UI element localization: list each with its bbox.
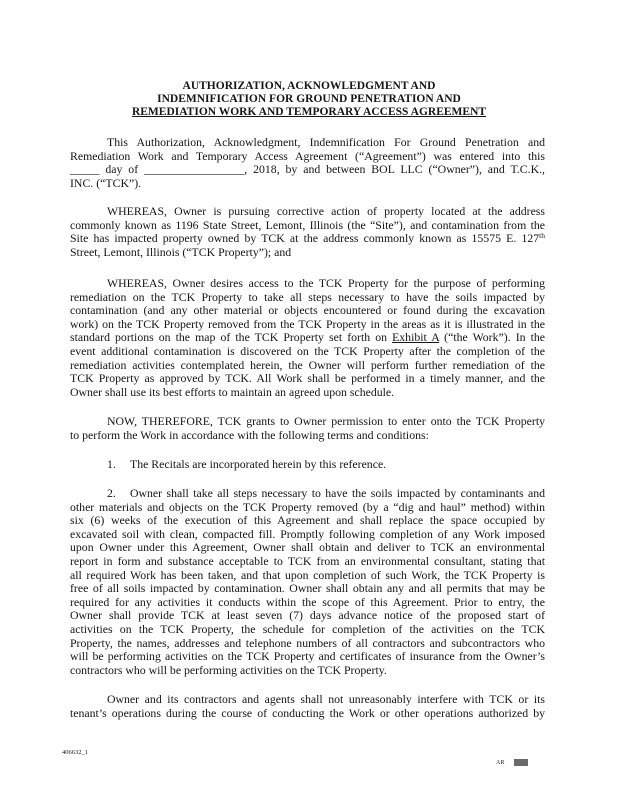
- item-2-line-3: six (6) weeks of the execution of this Agreement and shall replace the space occupied by: [70, 513, 545, 528]
- now-therefore-paragraph: [70, 415, 545, 442]
- item-2-line-8: free of all soils impacted by contamination. Owner shall obtain any and all permits that may be: [70, 581, 545, 596]
- intro-line-1: This Authorization, Acknowledgment, Indemnification For Ground Penetration and: [107, 135, 545, 149]
- whereas-1-line-1: WHEREAS, Owner is pursuing corrective action of property located at the address: [107, 204, 545, 218]
- interference-line-2: tenant’s operations during the course of conducting the Work or other operations authorized by: [70, 705, 545, 720]
- item-1-line-1: [70, 458, 545, 472]
- item-2-line-9: required for any activities it conducts within the scope of this Agreement. Prior to entry, the: [70, 594, 545, 609]
- whereas-2-line-7: remediation activities contemplated herein, the Owner will perform further remediation of the: [70, 357, 545, 372]
- item-2-line-1: [70, 487, 545, 501]
- item-2-line-4: excavated soil with clean, compacted fill. Promptly following completion of any Work imposed: [70, 526, 545, 541]
- interference-line-1: Owner and its contractors and agents shall not unreasonably interfere with TCK or its: [107, 692, 545, 706]
- document-number: 406632_1: [62, 749, 88, 756]
- interference-paragraph: [70, 693, 545, 720]
- title-line-1: AUTHORIZATION, ACKNOWLEDGMENT AND: [182, 80, 436, 92]
- whereas-2-line-4: work) on the TCK Property removed from the TCK Property in the areas as it is illustrated in the: [70, 316, 545, 331]
- item-1-number: 1.: [107, 457, 116, 471]
- numbered-item-2: [70, 487, 545, 677]
- intro-line-4: INC. (“TCK”).: [70, 175, 142, 190]
- whereas-2-line-9: Owner shall use its best efforts to maintain an agreed upon schedule.: [70, 384, 395, 399]
- item-2-line-1-text: Owner shall take all steps necessary to have the soils impacted by contaminants and: [130, 486, 545, 500]
- whereas-paragraph-2: [70, 277, 545, 399]
- whereas-2-line-3: contamination (and any other material or objects encountered or found during the excavation: [70, 303, 545, 318]
- whereas-paragraph-1: [70, 205, 545, 259]
- item-2-line-12: Property, the names, addresses and telephone numbers of all contractors and subcontractors who: [70, 635, 545, 650]
- intro-paragraph: [70, 136, 545, 190]
- title-line-2: INDEMNIFICATION FOR GROUND PENETRATION AND: [157, 93, 461, 105]
- whereas-2-line-1: WHEREAS, Owner desires access to the TCK Property for the purpose of performing: [107, 276, 545, 290]
- redacted-initials-box: [514, 759, 528, 766]
- item-2-line-7: all required Work has been taken, and that upon completion of such Work, the TCK Property is: [70, 567, 545, 582]
- exhibit-a-reference: Exhibit A: [392, 330, 440, 345]
- whereas-2-line-2: remediation on the TCK Property to take all steps necessary to have the soils impacted by: [70, 289, 545, 304]
- whereas-1-line-4: Street, Lemont, Illinois (“TCK Property”); and: [70, 244, 292, 259]
- item-2-line-10: Owner shall provide TCK at least seven (7) days advance notice of the proposed start of: [70, 608, 545, 623]
- whereas-1-line-3-text: Site has impacted property owned by TCK at the address commonly known as 15575 E. 127: [70, 231, 540, 246]
- whereas-1-line-3: [70, 232, 545, 246]
- title-line-3: REMEDIATION WORK AND TEMPORARY ACCESS AGREEMENT: [131, 106, 487, 118]
- document-title: [0, 80, 618, 119]
- item-2-line-11: activities on the TCK Property, the schedule for completion of the activities on the TCK: [70, 621, 545, 636]
- item-2-line-13: will be performing activities on the TCK Property and certificates of insurance from the Owner’s: [70, 649, 545, 664]
- intro-line-3: _____ day of _________________, 2018, by and between BOL LLC (“Owner”), and T.C.K.,: [70, 162, 545, 177]
- now-therefore-line-1: NOW, THEREFORE, TCK grants to Owner permission to enter onto the TCK Property: [107, 414, 545, 428]
- item-1-text: The Recitals are incorporated herein by this reference.: [130, 457, 387, 471]
- intro-line-2: Remediation Work and Temporary Access Agreement (“Agreement”) was entered into this: [70, 148, 545, 163]
- item-2-number: 2.: [107, 486, 116, 500]
- whereas-2-line-8: TCK Property as approved by TCK. All Work shall be performed in a timely manner, and the: [70, 371, 545, 386]
- whereas-2-line-5: [70, 331, 545, 345]
- numbered-item-1: [70, 458, 545, 472]
- item-2-line-2: other materials and objects on the TCK Property removed (by a “dig and haul” method) within: [70, 499, 545, 514]
- whereas-1-line-2: commonly known as 1196 State Street, Lemont, Illinois (the “Site”), and contamination from the: [70, 217, 545, 232]
- whereas-2-line-5-after: (“the Work”). In the: [439, 330, 545, 345]
- now-therefore-line-2: to perform the Work in accordance with the following terms and conditions:: [70, 427, 429, 442]
- item-2-line-5: upon Owner under this Agreement, Owner shall obtain and deliver to TCK an environmental: [70, 540, 545, 555]
- whereas-2-line-6: event additional contamination is discovered on the TCK Property after the completion of the: [70, 343, 545, 358]
- item-2-line-14: contractors who will be performing activities on the TCK Property.: [70, 662, 387, 677]
- whereas-2-line-5-before: standard portions on the map of the TCK Property set forth on: [70, 330, 393, 345]
- ordinal-superscript: th: [539, 231, 545, 241]
- initials-label: AR: [496, 760, 505, 766]
- item-2-line-6: report in form and substance acceptable to TCK from an environmental consultant, stating that: [70, 553, 545, 568]
